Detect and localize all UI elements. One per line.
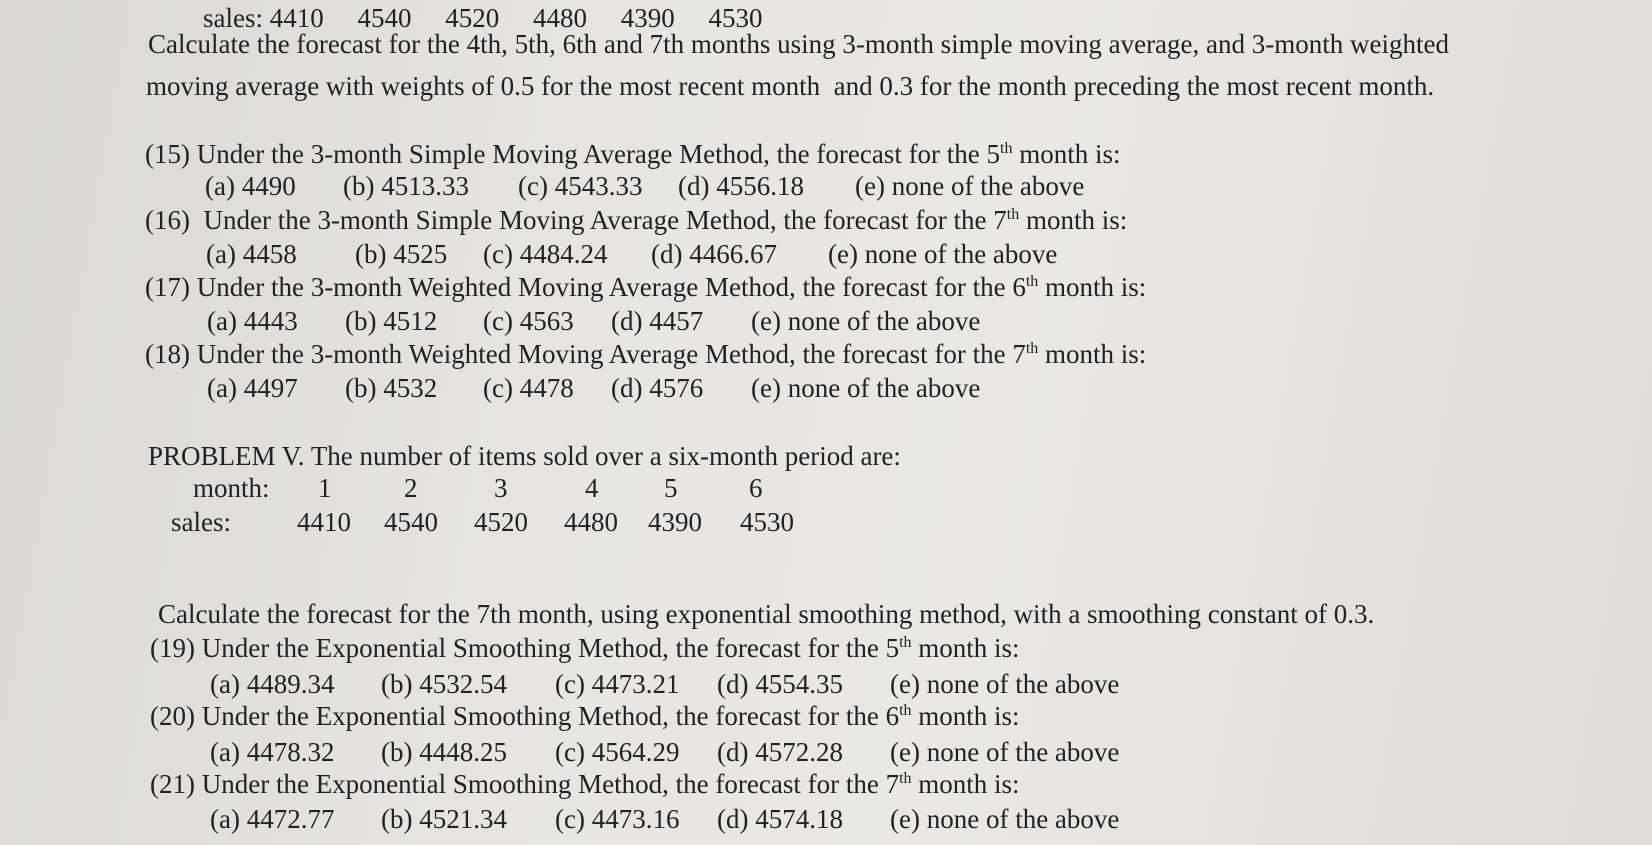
q21-option-d[interactable]: (d) 4574.18: [717, 804, 843, 834]
q18-option-a[interactable]: (a) 4497: [207, 373, 298, 403]
sales-1: 4410: [297, 507, 351, 537]
q16-option-e[interactable]: (e) none of the above: [828, 239, 1058, 269]
q15-option-d[interactable]: (d) 4556.18: [678, 171, 804, 201]
q18-option-e[interactable]: (e) none of the above: [751, 373, 981, 403]
q15-option-a[interactable]: (a) 4490: [205, 171, 296, 201]
q21-option-b[interactable]: (b) 4521.34: [381, 804, 507, 834]
q20-option-d[interactable]: (d) 4572.28: [717, 737, 843, 767]
q21-option-e[interactable]: (e) none of the above: [890, 804, 1120, 834]
intro-line-2: moving average with weights of 0.5 for the most recent month and 0.3 for the month preceding the most recent month.: [146, 71, 1435, 101]
intro-line-1: Calculate the forecast for the 4th, 5th, 6th and 7th months using 3-month simple moving average, and 3-month weighted: [148, 29, 1449, 59]
q20-option-c[interactable]: (c) 4564.29: [555, 737, 680, 767]
q16-option-c[interactable]: (c) 4484.24: [483, 239, 608, 269]
month-4: 4: [585, 473, 599, 503]
month-row: [193, 472, 763, 504]
q21-option-c[interactable]: (c) 4473.16: [555, 804, 680, 834]
q18-option-b[interactable]: (b) 4532: [345, 373, 438, 403]
q18-option-d[interactable]: (d) 4576: [611, 373, 704, 403]
month-6: 6: [749, 473, 763, 503]
q16-option-a[interactable]: (a) 4458: [206, 239, 297, 269]
sales-3: 4520: [474, 507, 528, 537]
q19-option-e[interactable]: (e) none of the above: [890, 669, 1120, 699]
sales-row: [171, 506, 794, 538]
sales-5: 4390: [648, 507, 702, 537]
q21-option-a[interactable]: (a) 4472.77: [210, 804, 335, 834]
sales-4: 4480: [564, 507, 618, 537]
sales-label: sales:: [171, 507, 231, 537]
question-21: (21) Under the Exponential Smoothing Method, the forecast for the 7th month is:: [150, 769, 1020, 799]
problem-v-heading: PROBLEM V. The number of items sold over a six-month period are:: [148, 441, 901, 471]
q19-option-d[interactable]: (d) 4554.35: [717, 669, 843, 699]
q19-option-b[interactable]: (b) 4532.54: [381, 669, 507, 699]
month-1: 1: [318, 473, 332, 503]
month-label: month:: [193, 473, 270, 503]
sales-6: 4530: [740, 507, 794, 537]
q16-option-d[interactable]: (d) 4466.67: [651, 239, 777, 269]
sales-2: 4540: [384, 507, 438, 537]
question-17: (17) Under the 3-month Weighted Moving Average Method, the forecast for the 6th month is:: [145, 272, 1147, 302]
month-2: 2: [404, 473, 418, 503]
q20-option-e[interactable]: (e) none of the above: [890, 737, 1120, 767]
q20-option-b[interactable]: (b) 4448.25: [381, 737, 507, 767]
q19-option-a[interactable]: (a) 4489.34: [210, 669, 335, 699]
q18-option-c[interactable]: (c) 4478: [483, 373, 574, 403]
q17-option-b[interactable]: (b) 4512: [345, 306, 438, 336]
q16-option-b[interactable]: (b) 4525: [355, 239, 448, 269]
q15-option-c[interactable]: (c) 4543.33: [518, 171, 643, 201]
question-18: (18) Under the 3-month Weighted Moving Average Method, the forecast for the 7th month is:: [145, 339, 1147, 369]
question-20: (20) Under the Exponential Smoothing Method, the forecast for the 6th month is:: [150, 701, 1020, 731]
q17-option-e[interactable]: (e) none of the above: [751, 306, 981, 336]
month-3: 3: [494, 473, 508, 503]
problem-v-instruction: Calculate the forecast for the 7th month, using exponential smoothing method, with a smoothing constant of 0.3.: [158, 599, 1375, 629]
question-16: (16) Under the 3-month Simple Moving Average Method, the forecast for the 7th month is:: [145, 205, 1128, 235]
q15-option-e[interactable]: (e) none of the above: [855, 171, 1085, 201]
top-sales-line: sales: 4410 4540 4520 4480 4390 4530: [203, 3, 763, 33]
q15-option-b[interactable]: (b) 4513.33: [343, 171, 469, 201]
q20-option-a[interactable]: (a) 4478.32: [210, 737, 335, 767]
q17-option-a[interactable]: (a) 4443: [207, 306, 298, 336]
q17-option-d[interactable]: (d) 4457: [611, 306, 704, 336]
question-15: (15) Under the 3-month Simple Moving Average Method, the forecast for the 5th month is:: [145, 139, 1121, 169]
q17-option-c[interactable]: (c) 4563: [483, 306, 574, 336]
question-19: (19) Under the Exponential Smoothing Method, the forecast for the 5th month is:: [150, 633, 1020, 663]
q19-option-c[interactable]: (c) 4473.21: [555, 669, 680, 699]
month-5: 5: [664, 473, 678, 503]
